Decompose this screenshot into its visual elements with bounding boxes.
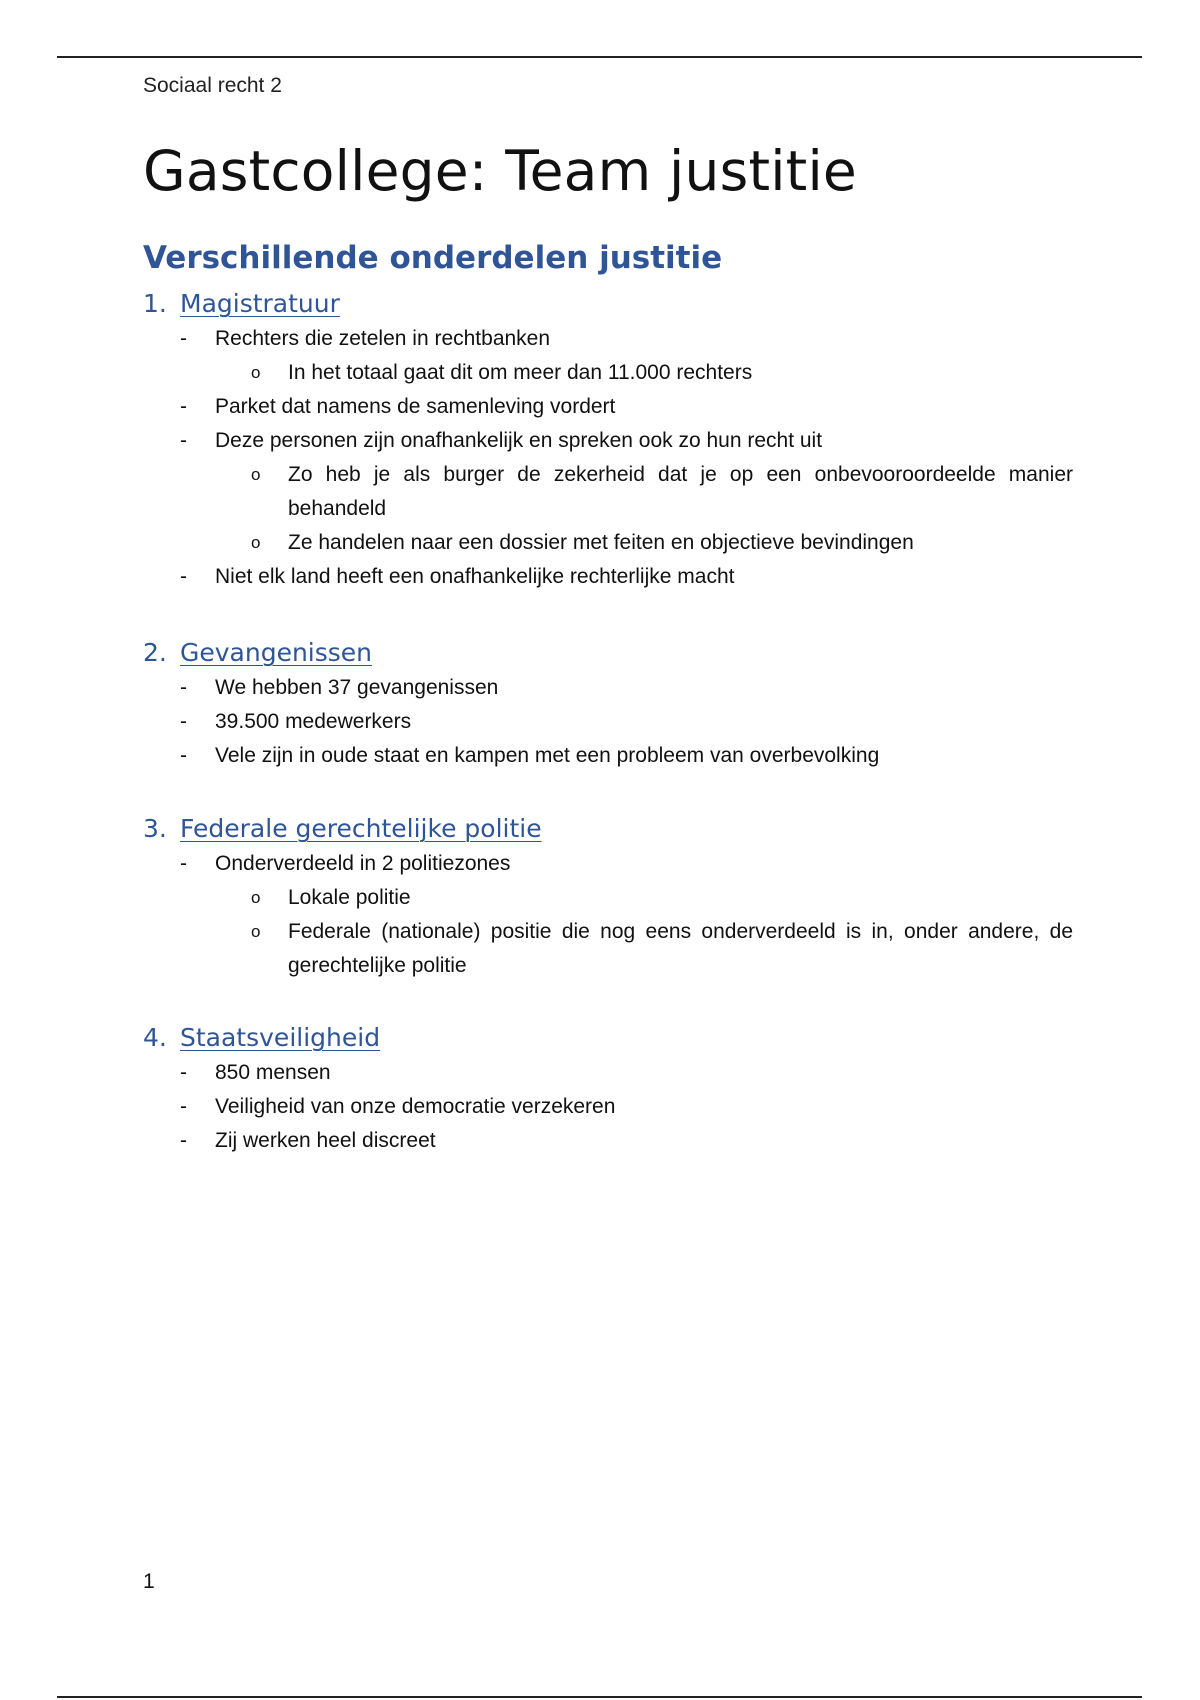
list-item-text: Deze personen zijn onafhankelijk en spreken ook zo hun recht uit [215, 429, 823, 452]
sub-list-item-text: Federale (nationale) positie die nog eens onderverdeeld is in, onder andere, de gerechtelijke politie [288, 920, 1073, 977]
list-item-text: Vele zijn in oude staat en kampen met een probleem van overbevolking [215, 744, 880, 767]
bullet-marker: - [180, 1129, 187, 1152]
sub-bullet-marker: o [251, 465, 261, 484]
section-staatsveiligheid [143, 1020, 1073, 1158]
section-heading [143, 635, 1073, 671]
section-heading [143, 811, 1073, 847]
list-item [143, 671, 1073, 705]
section-number: 1. [143, 289, 167, 318]
sub-bullet-marker: o [251, 533, 261, 552]
section-gevangenissen [143, 635, 1073, 773]
page-title: Gastcollege: Team justitie [143, 139, 857, 203]
list-item [143, 424, 1073, 458]
bullet-marker: - [180, 1095, 187, 1118]
list-item-text: Niet elk land heeft een onafhankelijke rechterlijke macht [215, 565, 735, 588]
section-heading [143, 286, 1073, 322]
section-heading [143, 1020, 1073, 1056]
bullet-marker: - [180, 852, 187, 875]
sub-bullet-marker: o [251, 363, 261, 382]
bullet-marker: - [180, 395, 187, 418]
bullet-marker: - [180, 744, 187, 767]
list-item [143, 1090, 1073, 1124]
sub-list-item-text: Ze handelen naar een dossier met feiten en objectieve bevindingen [288, 531, 914, 554]
list-item-text: Veiligheid van onze democratie verzekeren [215, 1095, 616, 1118]
running-head: Sociaal recht 2 [143, 74, 282, 97]
list-item [143, 705, 1073, 739]
list-item [143, 847, 1073, 881]
bullet-list [143, 322, 1073, 594]
sub-list-item [143, 526, 1073, 560]
footer-rule [57, 1696, 1142, 1698]
section-heading-label: Magistratuur [180, 289, 340, 318]
header-rule [57, 56, 1142, 58]
section-number: 4. [143, 1023, 167, 1052]
list-item-text: 39.500 medewerkers [215, 710, 412, 733]
bullet-marker: - [180, 676, 187, 699]
section-subtitle: Verschillende onderdelen justitie [143, 240, 723, 276]
list-item [143, 560, 1073, 594]
list-item-text: We hebben 37 gevangenissen [215, 676, 499, 699]
list-item-text: 850 mensen [215, 1061, 331, 1084]
sub-bullet-marker: o [251, 888, 261, 907]
section-number: 2. [143, 638, 167, 667]
list-item [143, 390, 1073, 424]
page-number: 1 [143, 1570, 155, 1593]
list-item-text: Onderverdeeld in 2 politiezones [215, 852, 511, 875]
list-item-text: Zij werken heel discreet [215, 1129, 436, 1152]
bullet-list [143, 847, 1073, 983]
list-item [143, 1056, 1073, 1090]
bullet-marker: - [180, 710, 187, 733]
bullet-list [143, 671, 1073, 773]
section-heading-label: Staatsveiligheid [180, 1023, 381, 1052]
list-item-text: Parket dat namens de samenleving vordert [215, 395, 616, 418]
section-heading-label: Gevangenissen [180, 638, 373, 667]
section-federale-gerechtelijke-politie [143, 811, 1073, 983]
sub-list-item [143, 356, 1073, 390]
bullet-marker: - [180, 429, 187, 452]
sub-list-item [143, 458, 1073, 526]
list-item [143, 739, 1073, 773]
section-heading-label: Federale gerechtelijke politie [180, 814, 542, 843]
section-magistratuur [143, 286, 1073, 594]
list-item-text: Rechters die zetelen in rechtbanken [215, 327, 551, 350]
bullet-list [143, 1056, 1073, 1158]
sub-list-item [143, 915, 1073, 983]
list-item [143, 1124, 1073, 1158]
bullet-marker: - [180, 1061, 187, 1084]
sub-list-item-text: Zo heb je als burger de zekerheid dat je op een onbevooroordeelde manier behandeld [288, 463, 1073, 520]
list-item [143, 322, 1073, 356]
sub-bullet-marker: o [251, 922, 261, 941]
bullet-marker: - [180, 327, 187, 350]
sub-list-item-text: Lokale politie [288, 886, 411, 909]
sub-list-item [143, 881, 1073, 915]
sub-list-item-text: In het totaal gaat dit om meer dan 11.000 rechters [288, 361, 753, 384]
bullet-marker: - [180, 565, 187, 588]
section-number: 3. [143, 814, 167, 843]
